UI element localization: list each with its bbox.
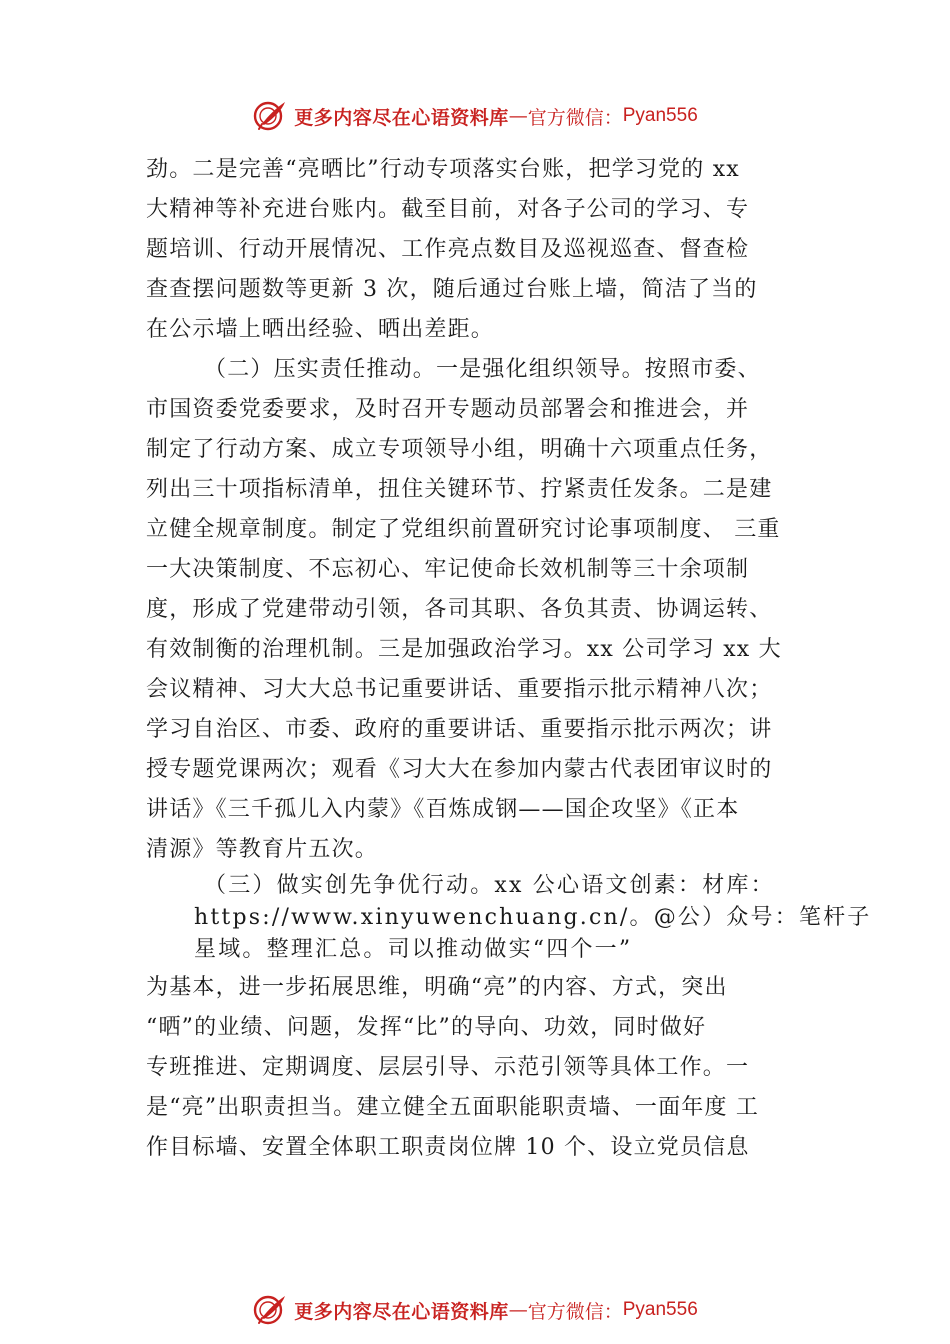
text-line: 有效制衡的治理机制。三是加强政治学习。xx 公司学习 xx 大 — [146, 637, 782, 662]
text-line: 星域。整理汇总。司以推动做实“四个一” — [194, 937, 633, 962]
text-line: 是“亮”出职责担当。建立健全五面职能职责墙、一面年度 工 — [146, 1095, 760, 1120]
text-line: “晒”的业绩、问题，发挥“比”的导向、功效，同时做好 — [146, 1015, 707, 1040]
text-line: 列出三十项指标清单，扭住关键环节、拧紧责任发条。二是建 — [146, 477, 773, 502]
section-heading-3: （三）做实创先争优行动。xx 公心语文创素：材库： — [204, 873, 775, 898]
text-line: 大精神等补充进台账内。截至目前，对各子公司的学习、专 — [146, 197, 750, 222]
text-line: 为基本，进一步拓展思维，明确“亮”的内容、方式，突出 — [146, 975, 728, 1000]
section-heading-2: （二）压实责任推动。一是强化组织领导。按照市委、 — [204, 357, 761, 382]
header-contact-label: 官方微信： — [527, 106, 623, 129]
text-line: 立健全规章制度。制定了党组织前置研究讨论事项制度、 三重 — [146, 517, 781, 542]
header-wechat-id: Pyan556 — [622, 105, 698, 126]
text-line: 清源》等教育片五次。 — [146, 837, 379, 862]
text-line: 会议精神、习大大总书记重要讲话、重要指示批示精神八次； — [146, 677, 773, 702]
footer-banner — [0, 1290, 950, 1330]
footer-wechat-id: Pyan556 — [622, 1299, 698, 1320]
footer-brand: 更多内容尽在心语资料库 — [294, 1300, 509, 1323]
text-line: 题培训、行动开展情况、工作亮点数目及巡视巡查、督查检 — [146, 237, 750, 262]
footer-contact-label: 官方微信： — [527, 1300, 623, 1323]
watermark-url-line: https://www.xinyuwenchuang.cn/。@公）众号：笔杆子 — [194, 905, 872, 930]
header-brand: 更多内容尽在心语资料库 — [294, 106, 509, 129]
text-line: 制定了行动方案、成立专项领导小组，明确十六项重点任务， — [146, 437, 773, 462]
text-line: 一大决策制度、不忘初心、牢记使命长效机制等三十余项制 — [146, 557, 750, 582]
header-banner — [0, 96, 950, 136]
text-line: 专班推进、定期调度、层层引导、示范引领等具体工作。一 — [146, 1055, 750, 1080]
text-line: 市国资委党委要求，及时召开专题动员部署会和推进会，并 — [146, 397, 750, 422]
text-line: 授专题党课两次；观看《习大大在参加内蒙古代表团审议时的 — [146, 757, 773, 782]
text-line: 在公示墙上晒出经验、晒出差距。 — [146, 317, 495, 342]
footer-separator: — — [508, 1299, 528, 1321]
text-line: 劲。二是完善“亮晒比”行动专项落实台账，把学习党的 xx — [146, 157, 740, 182]
text-line: 讲话》《三千孤儿入内蒙》《百炼成钢——国企攻坚》《正本 — [146, 797, 740, 822]
text-line: 作目标墙、安置全体职工职责岗位牌 10 个、设立党员信息 — [146, 1135, 750, 1160]
text-line: 学习自治区、市委、政府的重要讲话、重要指示批示两次；讲 — [146, 717, 773, 742]
document-body — [146, 150, 872, 1168]
text-line: 度，形成了党建带动引领，各司其职、各负其责、协调运转、 — [146, 597, 773, 622]
quill-pen-logo-icon — [252, 98, 288, 134]
quill-pen-logo-icon — [252, 1292, 288, 1328]
header-separator: — — [508, 105, 528, 127]
text-line: 查查摆问题数等更新 3 次，随后通过台账上墙，简洁了当的 — [146, 277, 758, 302]
